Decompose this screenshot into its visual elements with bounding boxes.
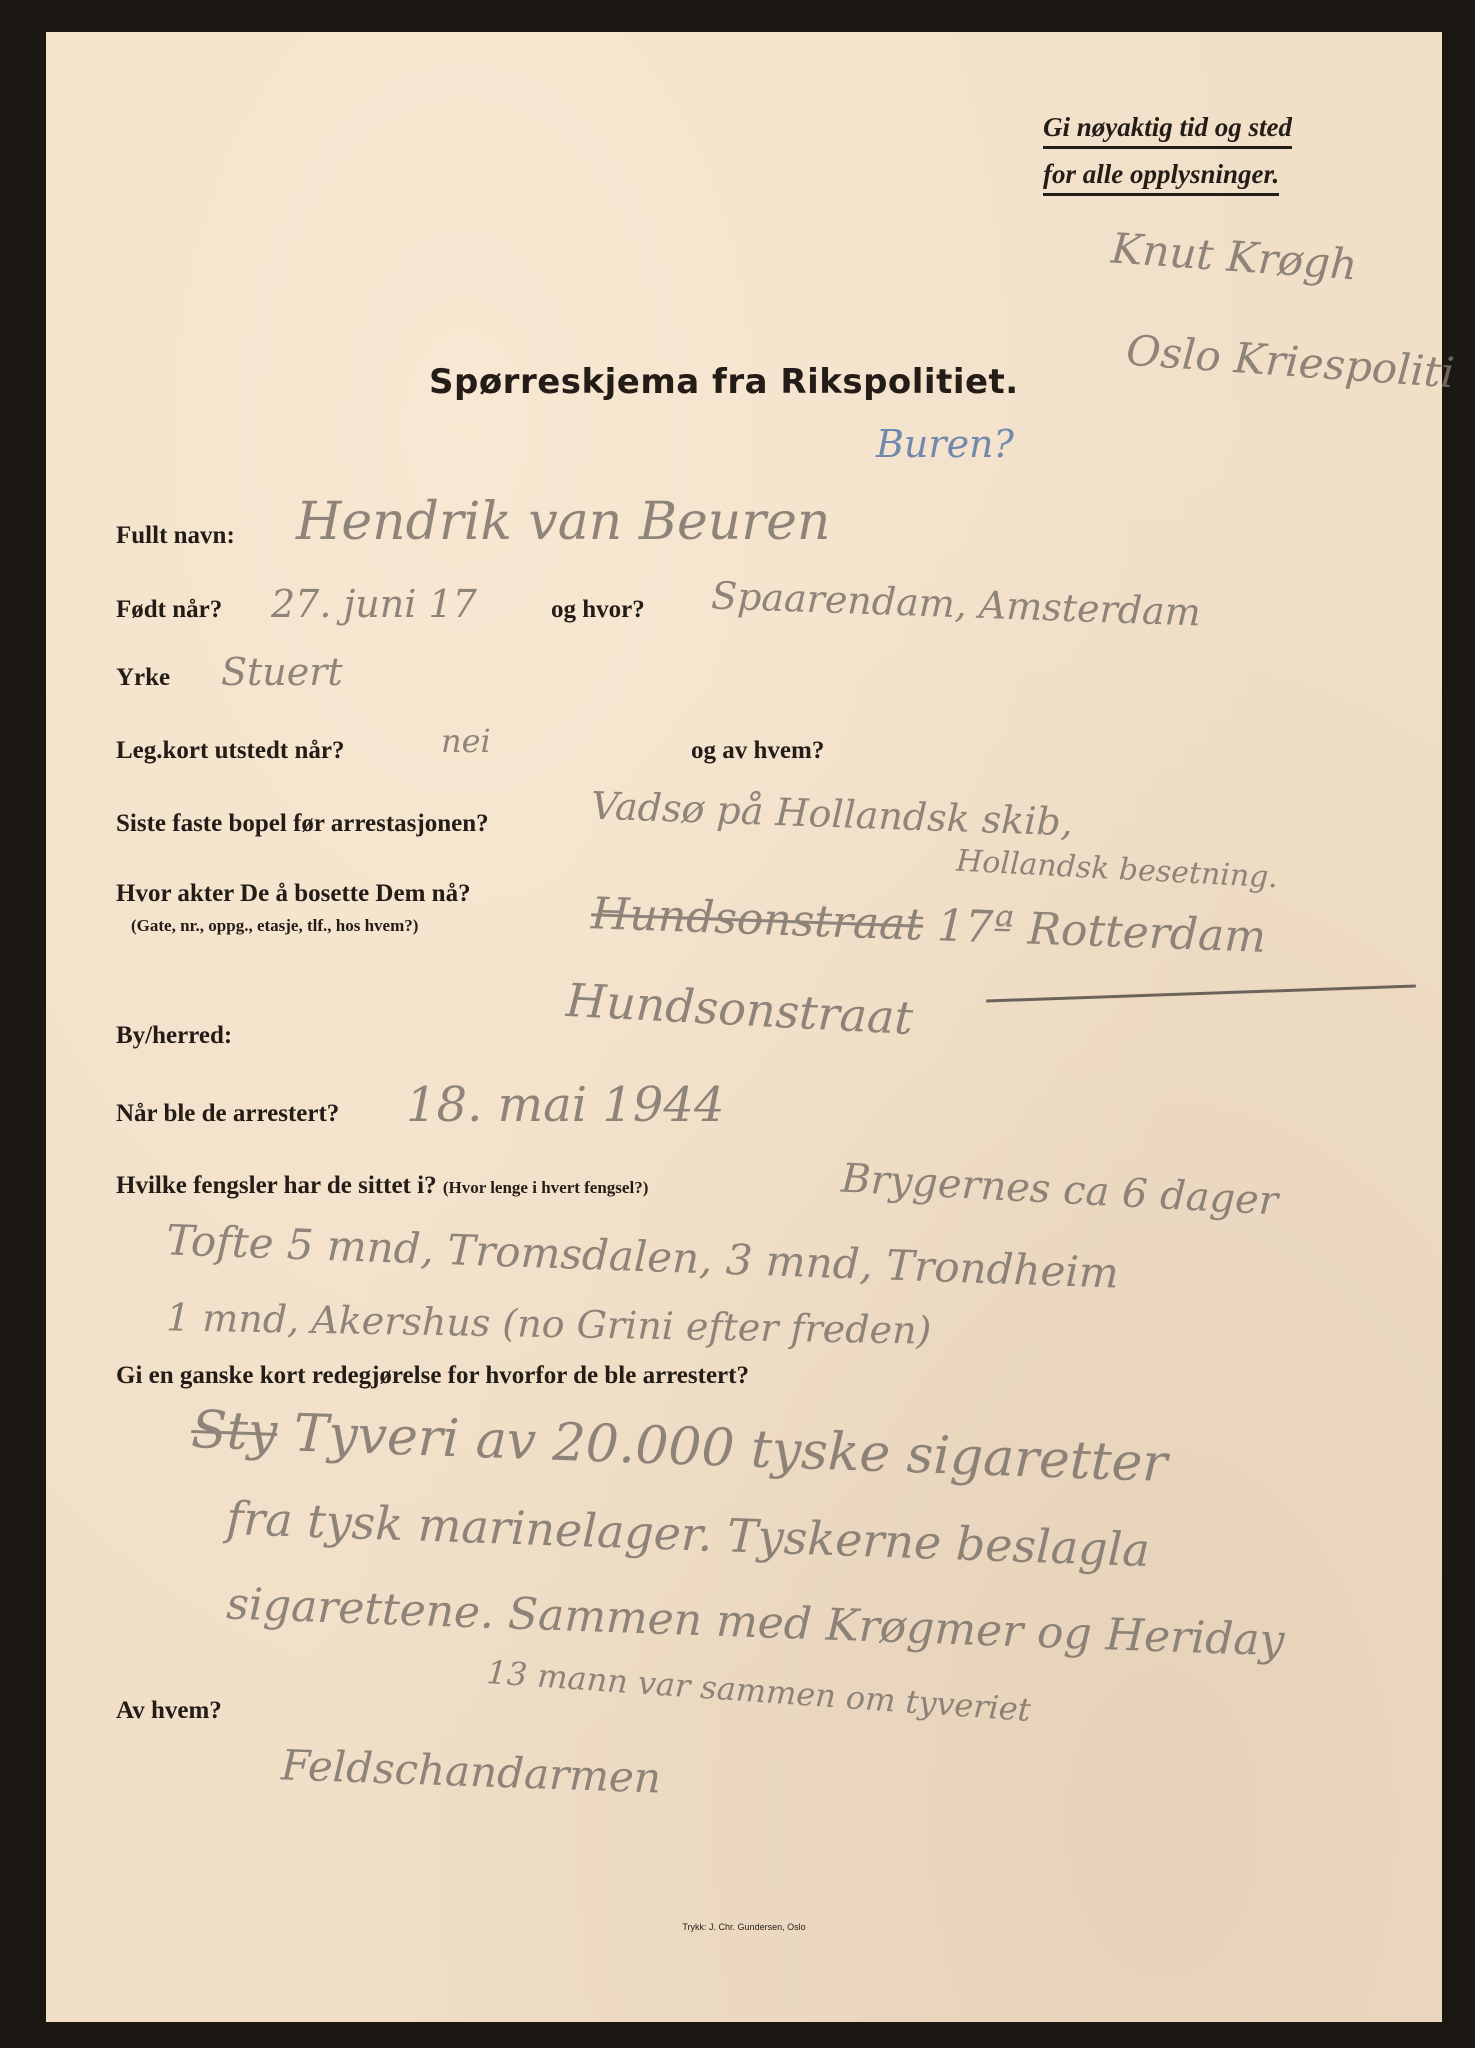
value-id-card-issued: nei	[441, 722, 491, 760]
value-reason-2: fra tysk marinelager. Tyskerne beslagla	[225, 1490, 1151, 1578]
value-prisons-2: Tofte 5 mnd, Tromsdalen, 3 mnd, Trondheim	[165, 1215, 1120, 1298]
value-arrest-date: 18. mai 1944	[406, 1077, 725, 1133]
label-born-when: Født når?	[116, 596, 223, 623]
label-intended-residence-hint: (Gate, nr., oppg., etasje, tlf., hos hvem?)	[131, 916, 419, 935]
handwritten-blue-note: Buren?	[876, 422, 1014, 466]
street-number-city: 17ª Rotterdam	[936, 900, 1267, 963]
label-intended-residence: Hvor akter De å bosette Dem nå?	[116, 880, 471, 907]
label-id-card-by-whom: og av hvem?	[691, 737, 825, 764]
label-occupation: Yrke	[116, 664, 171, 691]
label-id-card-issued: Leg.kort utstedt når?	[116, 737, 345, 764]
notice-box	[1043, 112, 1292, 206]
label-arrest-date: Når ble de arrestert?	[116, 1100, 340, 1127]
value-reason-3: sigarettene. Sammen med Krøgmer og Heriday	[225, 1578, 1286, 1667]
form-sheet	[46, 32, 1457, 2022]
struck-word: Sty	[190, 1399, 279, 1463]
value-full-name: Hendrik van Beuren	[296, 492, 831, 552]
notice-line-1: Gi nøyaktig tid og sted	[1043, 112, 1292, 149]
label-by-whom: Av hvem?	[116, 1697, 222, 1724]
value-intended-residence-corrected: Hundsonstraat	[564, 972, 915, 1046]
label-reason: Gi en ganske kort redegjørelse for hvorfor de ble arrestert?	[116, 1362, 749, 1389]
label-born-where: og hvor?	[551, 596, 645, 623]
value-reason-1	[190, 1400, 1168, 1494]
label-prisons-main: Hvilke fengsler har de sittet i?	[116, 1172, 437, 1199]
printer-credit: Trykk: J. Chr. Gundersen, Oslo	[682, 1922, 806, 1932]
label-town: By/herred:	[116, 1022, 233, 1049]
label-prisons-hint: (Hvor lenge i hvert fengsel?)	[442, 1178, 649, 1197]
value-born-where: Spaarendam, Amsterdam	[710, 573, 1202, 635]
value-reason-4: 13 mann var sammen om tyveriet	[485, 1653, 1032, 1729]
value-prisons-1: Brygernes ca 6 dager	[840, 1155, 1280, 1225]
label-last-residence: Siste faste bopel før arrestasjonen?	[116, 810, 489, 837]
struck-street: Hundsonstraat	[590, 888, 924, 951]
notice-line-2: for alle opplysninger.	[1043, 159, 1279, 196]
value-by-whom: Feldschandarmen	[280, 1740, 662, 1803]
handwritten-underline	[986, 984, 1416, 1002]
handwritten-office: Oslo Kriespoliti	[1124, 325, 1457, 398]
label-prisons	[116, 1172, 648, 1200]
reason-line-1: Tyveri av 20.000 tyske sigaretter	[292, 1403, 1169, 1495]
value-last-residence-2: Hollandsk besetning.	[955, 843, 1279, 896]
form-title: Spørreskjema fra Rikspolitiet.	[429, 362, 1019, 402]
handwritten-name-top: Knut Krøgh	[1109, 223, 1359, 290]
label-full-name: Fullt navn:	[116, 522, 235, 549]
value-born-when: 27. juni 17	[271, 582, 477, 626]
value-occupation: Stuert	[221, 650, 343, 694]
value-intended-residence-struck	[590, 888, 1266, 963]
value-prisons-3: 1 mnd, Akershus (no Grini efter freden)	[165, 1295, 932, 1353]
value-last-residence: Vadsø på Hollandsk skib,	[590, 783, 1074, 845]
